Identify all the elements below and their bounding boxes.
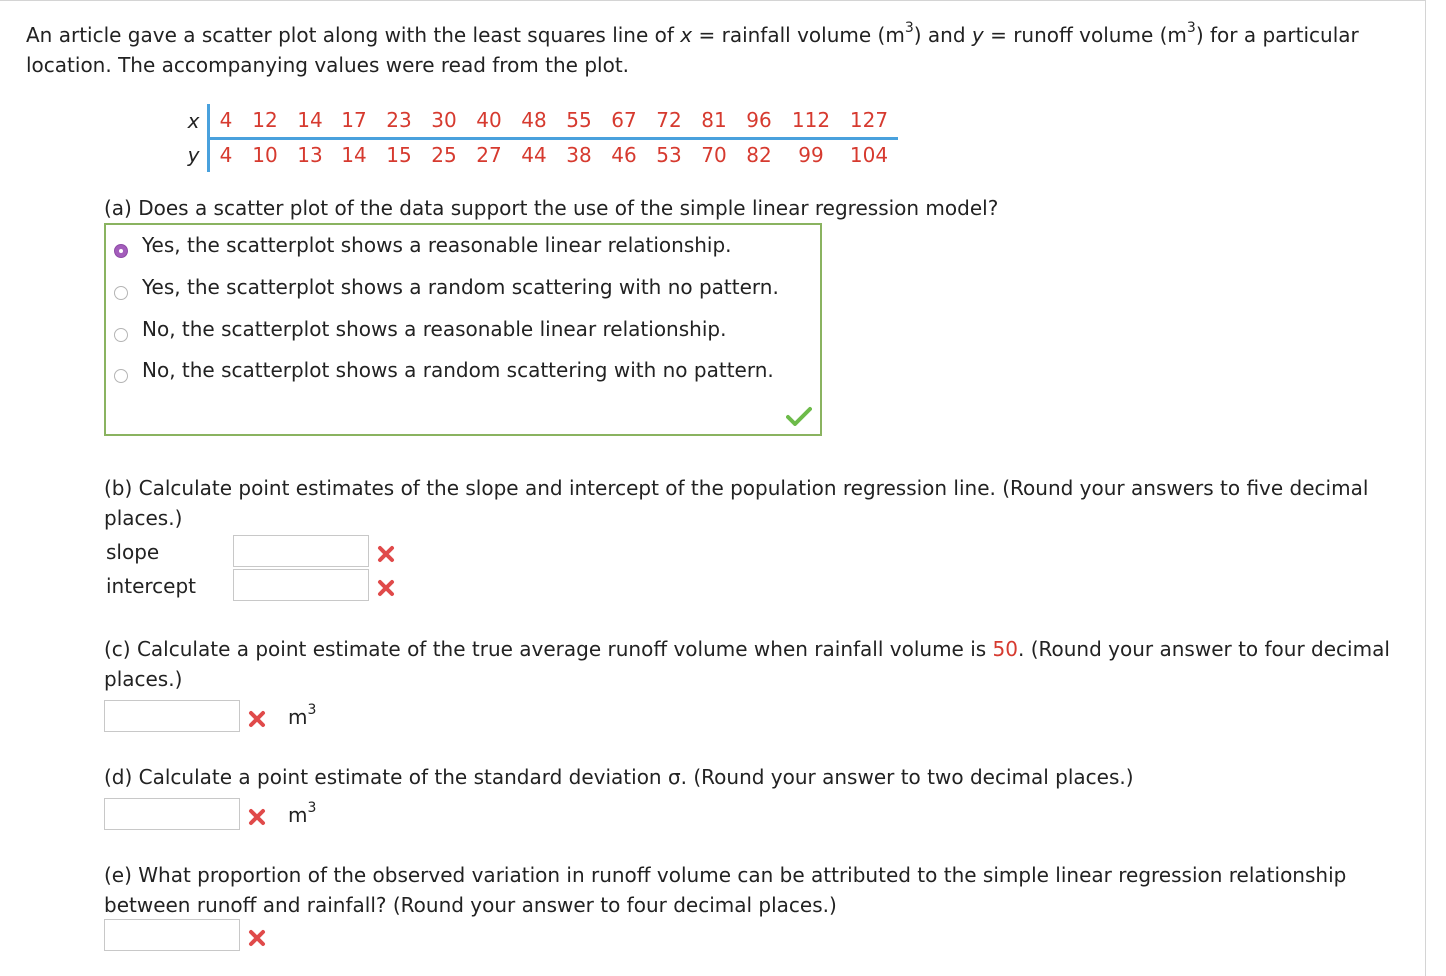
y-cell: 4 [219,143,233,167]
runoff-estimate-input[interactable] [104,700,240,732]
y-values [210,138,898,172]
proportion-input[interactable] [104,919,240,951]
x-values [210,103,898,140]
y-cell: 14 [341,143,367,167]
x-cell: 96 [746,107,772,132]
std-dev-input[interactable] [104,798,240,830]
radio-button[interactable] [114,369,128,383]
incorrect-icon [247,928,267,948]
choice-3[interactable] [114,317,726,341]
x-cell: 127 [849,107,889,132]
radio-button[interactable] [114,286,128,300]
y-cell: 46 [611,143,637,167]
rainfall-value: 50 [992,637,1018,661]
choice-4[interactable] [114,358,774,382]
y-cell: 27 [476,143,502,167]
y-cell: 10 [252,143,278,167]
y-cell: 15 [386,143,412,167]
x-cell: 23 [386,107,412,132]
choice-label: Yes, the scatterplot shows a reasonable linear relationship. [142,233,732,257]
intercept-input[interactable] [233,569,369,601]
slope-input[interactable] [233,535,369,567]
x-label: x [180,104,210,138]
table-row-y [180,138,898,172]
question-a: (a) Does a scatter plot of the data support the use of the simple linear regression model? [104,196,999,220]
radio-button[interactable] [114,328,128,342]
y-cell: 44 [521,143,547,167]
unit-label: $m^3$ [288,702,317,729]
answer-box-a [104,223,822,436]
checkmark-icon [786,406,812,426]
question-b: (b) Calculate point estimates of the slope and intercept of the population regression line. (Round your answers to five decimal places.) [104,476,1369,530]
x-cell: 72 [656,107,682,132]
x-cell: 14 [297,107,323,132]
x-cell: 4 [219,107,233,132]
question-c: (c) Calculate a point estimate of the true average runoff volume when rainfall volume is 50. (Round your answer to four decimal places.) [104,637,1390,691]
x-cell: 48 [521,107,547,132]
choice-label: Yes, the scatterplot shows a random scattering with no pattern. [142,275,779,299]
slope-label: slope [106,540,160,564]
unit-label: $m^3$ [288,800,317,827]
problem-intro: An article gave a scatter plot along with the least squares line of x = rainfall volume $(m^3)$ and y = runoff volume $(m^3)$ for a particular location. The accompanying values were read from the plot. [26,20,1359,77]
radio-button[interactable] [114,244,128,258]
x-cell: 17 [341,107,367,132]
choice-2[interactable] [114,275,779,299]
y-cell: 53 [656,143,682,167]
incorrect-icon [376,544,396,564]
choice-label: No, the scatterplot shows a reasonable linear relationship. [142,317,727,341]
data-table [180,104,898,172]
x-cell: 55 [566,107,592,132]
y-cell: 82 [746,143,772,167]
x-cell: 30 [431,107,457,132]
incorrect-icon [247,709,267,729]
intercept-label: intercept [106,574,196,598]
question-e: (e) What proportion of the observed variation in runoff volume can be attributed to the simple linear regression relationship between runoff and rainfall? (Round your answer to four decimal places.) [104,863,1347,917]
question-d: (d) Calculate a point estimate of the standard deviation σ. (Round your answer to two decimal places.) [104,765,1134,789]
y-cell: 99 [798,143,824,167]
incorrect-icon [247,807,267,827]
x-cell: 40 [476,107,502,132]
table-row-x [180,104,898,138]
choice-label: No, the scatterplot shows a random scattering with no pattern. [142,358,774,382]
x-cell: 112 [791,107,831,132]
x-cell: 81 [701,107,727,132]
y-label: y [180,138,210,172]
x-cell: 67 [611,107,637,132]
x-cell: 12 [252,107,278,132]
incorrect-icon [376,578,396,598]
choice-1[interactable] [114,233,732,257]
y-cell: 38 [566,143,592,167]
y-cell: 70 [701,143,727,167]
y-cell: 104 [849,143,889,167]
y-cell: 13 [297,143,323,167]
y-cell: 25 [431,143,457,167]
